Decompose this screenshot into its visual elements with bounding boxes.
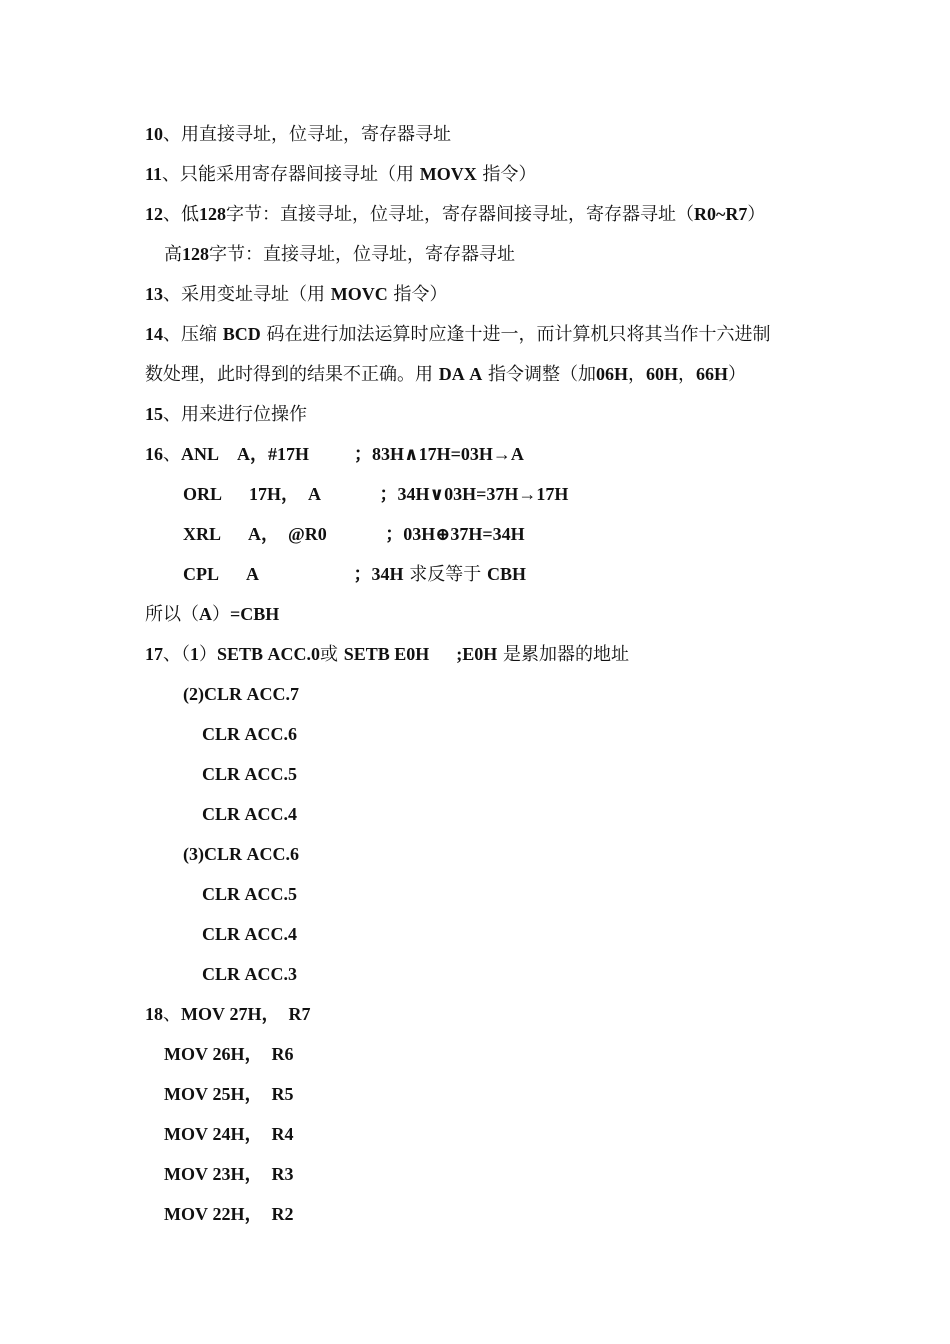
text-segment: 、压缩 bbox=[163, 324, 223, 345]
answer-line-l18d bbox=[164, 1123, 294, 1146]
text-segment: ） bbox=[212, 604, 230, 625]
text-segment: CLR ACC.3 bbox=[202, 964, 298, 984]
text-segment: CLR ACC.4 bbox=[202, 804, 298, 824]
answer-line-l18f bbox=[164, 1203, 294, 1226]
answer-line-l17 bbox=[145, 643, 629, 666]
answer-line-l16c bbox=[183, 523, 525, 546]
text-segment: MOV 26H， R6 bbox=[164, 1044, 294, 1064]
answer-line-l18b bbox=[164, 1043, 294, 1066]
text-segment: 、采用变址寻址（用 bbox=[163, 284, 331, 305]
text-segment: 11 bbox=[145, 164, 163, 184]
text-segment: 字节：直接寻址，位寻址，寄存器寻址 bbox=[209, 244, 515, 265]
answer-line-l16b bbox=[183, 483, 568, 506]
text-segment: 13 bbox=[145, 284, 163, 304]
answer-line-l17g bbox=[202, 923, 297, 946]
text-segment: 高 bbox=[164, 244, 182, 265]
text-segment: 14 bbox=[145, 324, 163, 344]
answer-line-l17c bbox=[202, 763, 297, 786]
text-segment: CLR ACC.5 bbox=[202, 764, 298, 784]
text-segment: ， bbox=[678, 364, 696, 385]
text-segment: MOVX bbox=[419, 164, 477, 184]
answer-line-l18e bbox=[164, 1163, 294, 1186]
answer-line-l16e bbox=[145, 603, 279, 626]
text-segment: 指令） bbox=[387, 284, 448, 305]
text-segment: ORL 17H， A ；34H∨03H=37H→17H bbox=[183, 484, 569, 504]
text-segment: 、低 bbox=[163, 204, 199, 225]
text-segment: (2)CLR ACC.7 bbox=[183, 684, 299, 704]
text-segment: CLR ACC.6 bbox=[202, 724, 298, 744]
text-segment: 15 bbox=[145, 404, 163, 424]
text-segment: 17 bbox=[145, 644, 163, 664]
text-segment: 字节：直接寻址，位寻址，寄存器间接寻址，寄存器寻址（ bbox=[226, 204, 694, 225]
answer-line-l16 bbox=[145, 443, 524, 466]
text-segment: XRL A， @R0 ；03H⊕37H=34H bbox=[183, 524, 525, 544]
text-segment: SETB ACC.0 bbox=[217, 644, 321, 664]
text-segment: 10 bbox=[145, 124, 163, 144]
text-segment: 是累加器的地址 bbox=[497, 644, 630, 665]
answer-line-l17a bbox=[183, 683, 299, 706]
text-segment: CLR ACC.5 bbox=[202, 884, 298, 904]
answer-line-l17d bbox=[202, 803, 297, 826]
text-segment: 数处理，此时得到的结果不正确。用 bbox=[145, 364, 439, 385]
text-segment: 16 bbox=[145, 444, 163, 464]
text-segment: ， bbox=[627, 364, 646, 385]
answer-line-l12 bbox=[145, 203, 765, 226]
answer-line-l18 bbox=[145, 1003, 311, 1026]
text-segment: 128 bbox=[199, 204, 226, 224]
answer-line-l15 bbox=[145, 403, 307, 426]
text-segment: CPL A ；34H bbox=[183, 564, 404, 584]
answer-line-l14 bbox=[145, 323, 770, 346]
text-segment: MOV 22H， R2 bbox=[164, 1204, 294, 1224]
answer-line-l14b bbox=[145, 363, 746, 386]
text-segment: MOV 27H， R7 bbox=[181, 1004, 311, 1024]
answer-line-l17f bbox=[202, 883, 297, 906]
text-segment: CLR ACC.4 bbox=[202, 924, 298, 944]
text-segment: 或 bbox=[320, 644, 344, 665]
text-segment: 指令） bbox=[476, 164, 537, 185]
text-segment: ） bbox=[199, 644, 217, 665]
text-segment: CBH bbox=[486, 564, 526, 584]
text-segment: DA A bbox=[438, 364, 483, 384]
text-segment: MOVC bbox=[330, 284, 388, 304]
text-segment: 、用来进行位操作 bbox=[163, 404, 307, 425]
answer-line-l18c bbox=[164, 1083, 294, 1106]
answer-line-l17h bbox=[202, 963, 297, 986]
text-segment: MOV 23H， R3 bbox=[164, 1164, 294, 1184]
text-segment: A bbox=[199, 604, 212, 624]
text-segment: BCD bbox=[222, 324, 261, 344]
text-segment: MOV 24H， R4 bbox=[164, 1124, 294, 1144]
text-segment: 18 bbox=[145, 1004, 163, 1024]
text-segment: 60H bbox=[645, 364, 678, 384]
text-segment: MOV 25H， R5 bbox=[164, 1084, 294, 1104]
answer-line-l17b bbox=[202, 723, 297, 746]
text-segment: 、（ bbox=[163, 644, 190, 665]
text-segment: 128 bbox=[182, 244, 209, 264]
text-segment: 、只能采用寄存器间接寻址（用 bbox=[162, 164, 420, 185]
answer-line-l16d bbox=[183, 563, 526, 586]
text-segment: 1 bbox=[190, 644, 199, 664]
text-segment: 、 bbox=[163, 444, 181, 465]
text-segment: 、用直接寻址，位寻址，寄存器寻址 bbox=[163, 124, 451, 145]
text-segment: =CBH bbox=[230, 604, 280, 624]
text-segment: 、 bbox=[163, 1004, 181, 1025]
text-segment: ） bbox=[747, 204, 766, 225]
text-segment: 06H bbox=[595, 364, 628, 384]
answer-line-l17e bbox=[183, 843, 299, 866]
text-segment: SETB E0H ;E0H bbox=[343, 644, 498, 664]
text-segment: 指令调整（加 bbox=[482, 364, 596, 385]
answer-line-l12b bbox=[164, 243, 515, 266]
text-segment: 所以（ bbox=[145, 604, 199, 625]
text-segment: (3)CLR ACC.6 bbox=[183, 844, 299, 864]
text-segment: ） bbox=[728, 364, 747, 385]
text-segment: 码在进行加法运算时应逢十进一，而计算机只将其当作十六进制 bbox=[260, 324, 771, 345]
text-segment: 66H bbox=[696, 364, 729, 384]
text-segment: 求反等于 bbox=[403, 564, 487, 585]
text-segment: 12 bbox=[145, 204, 163, 224]
text-segment: R0~R7 bbox=[694, 204, 748, 224]
answer-line-l13 bbox=[145, 283, 447, 306]
text-segment: ANL A，#17H ；83H∧17H=03H→A bbox=[181, 444, 524, 464]
answer-line-l11 bbox=[145, 163, 536, 186]
answer-line-l10 bbox=[145, 123, 451, 146]
